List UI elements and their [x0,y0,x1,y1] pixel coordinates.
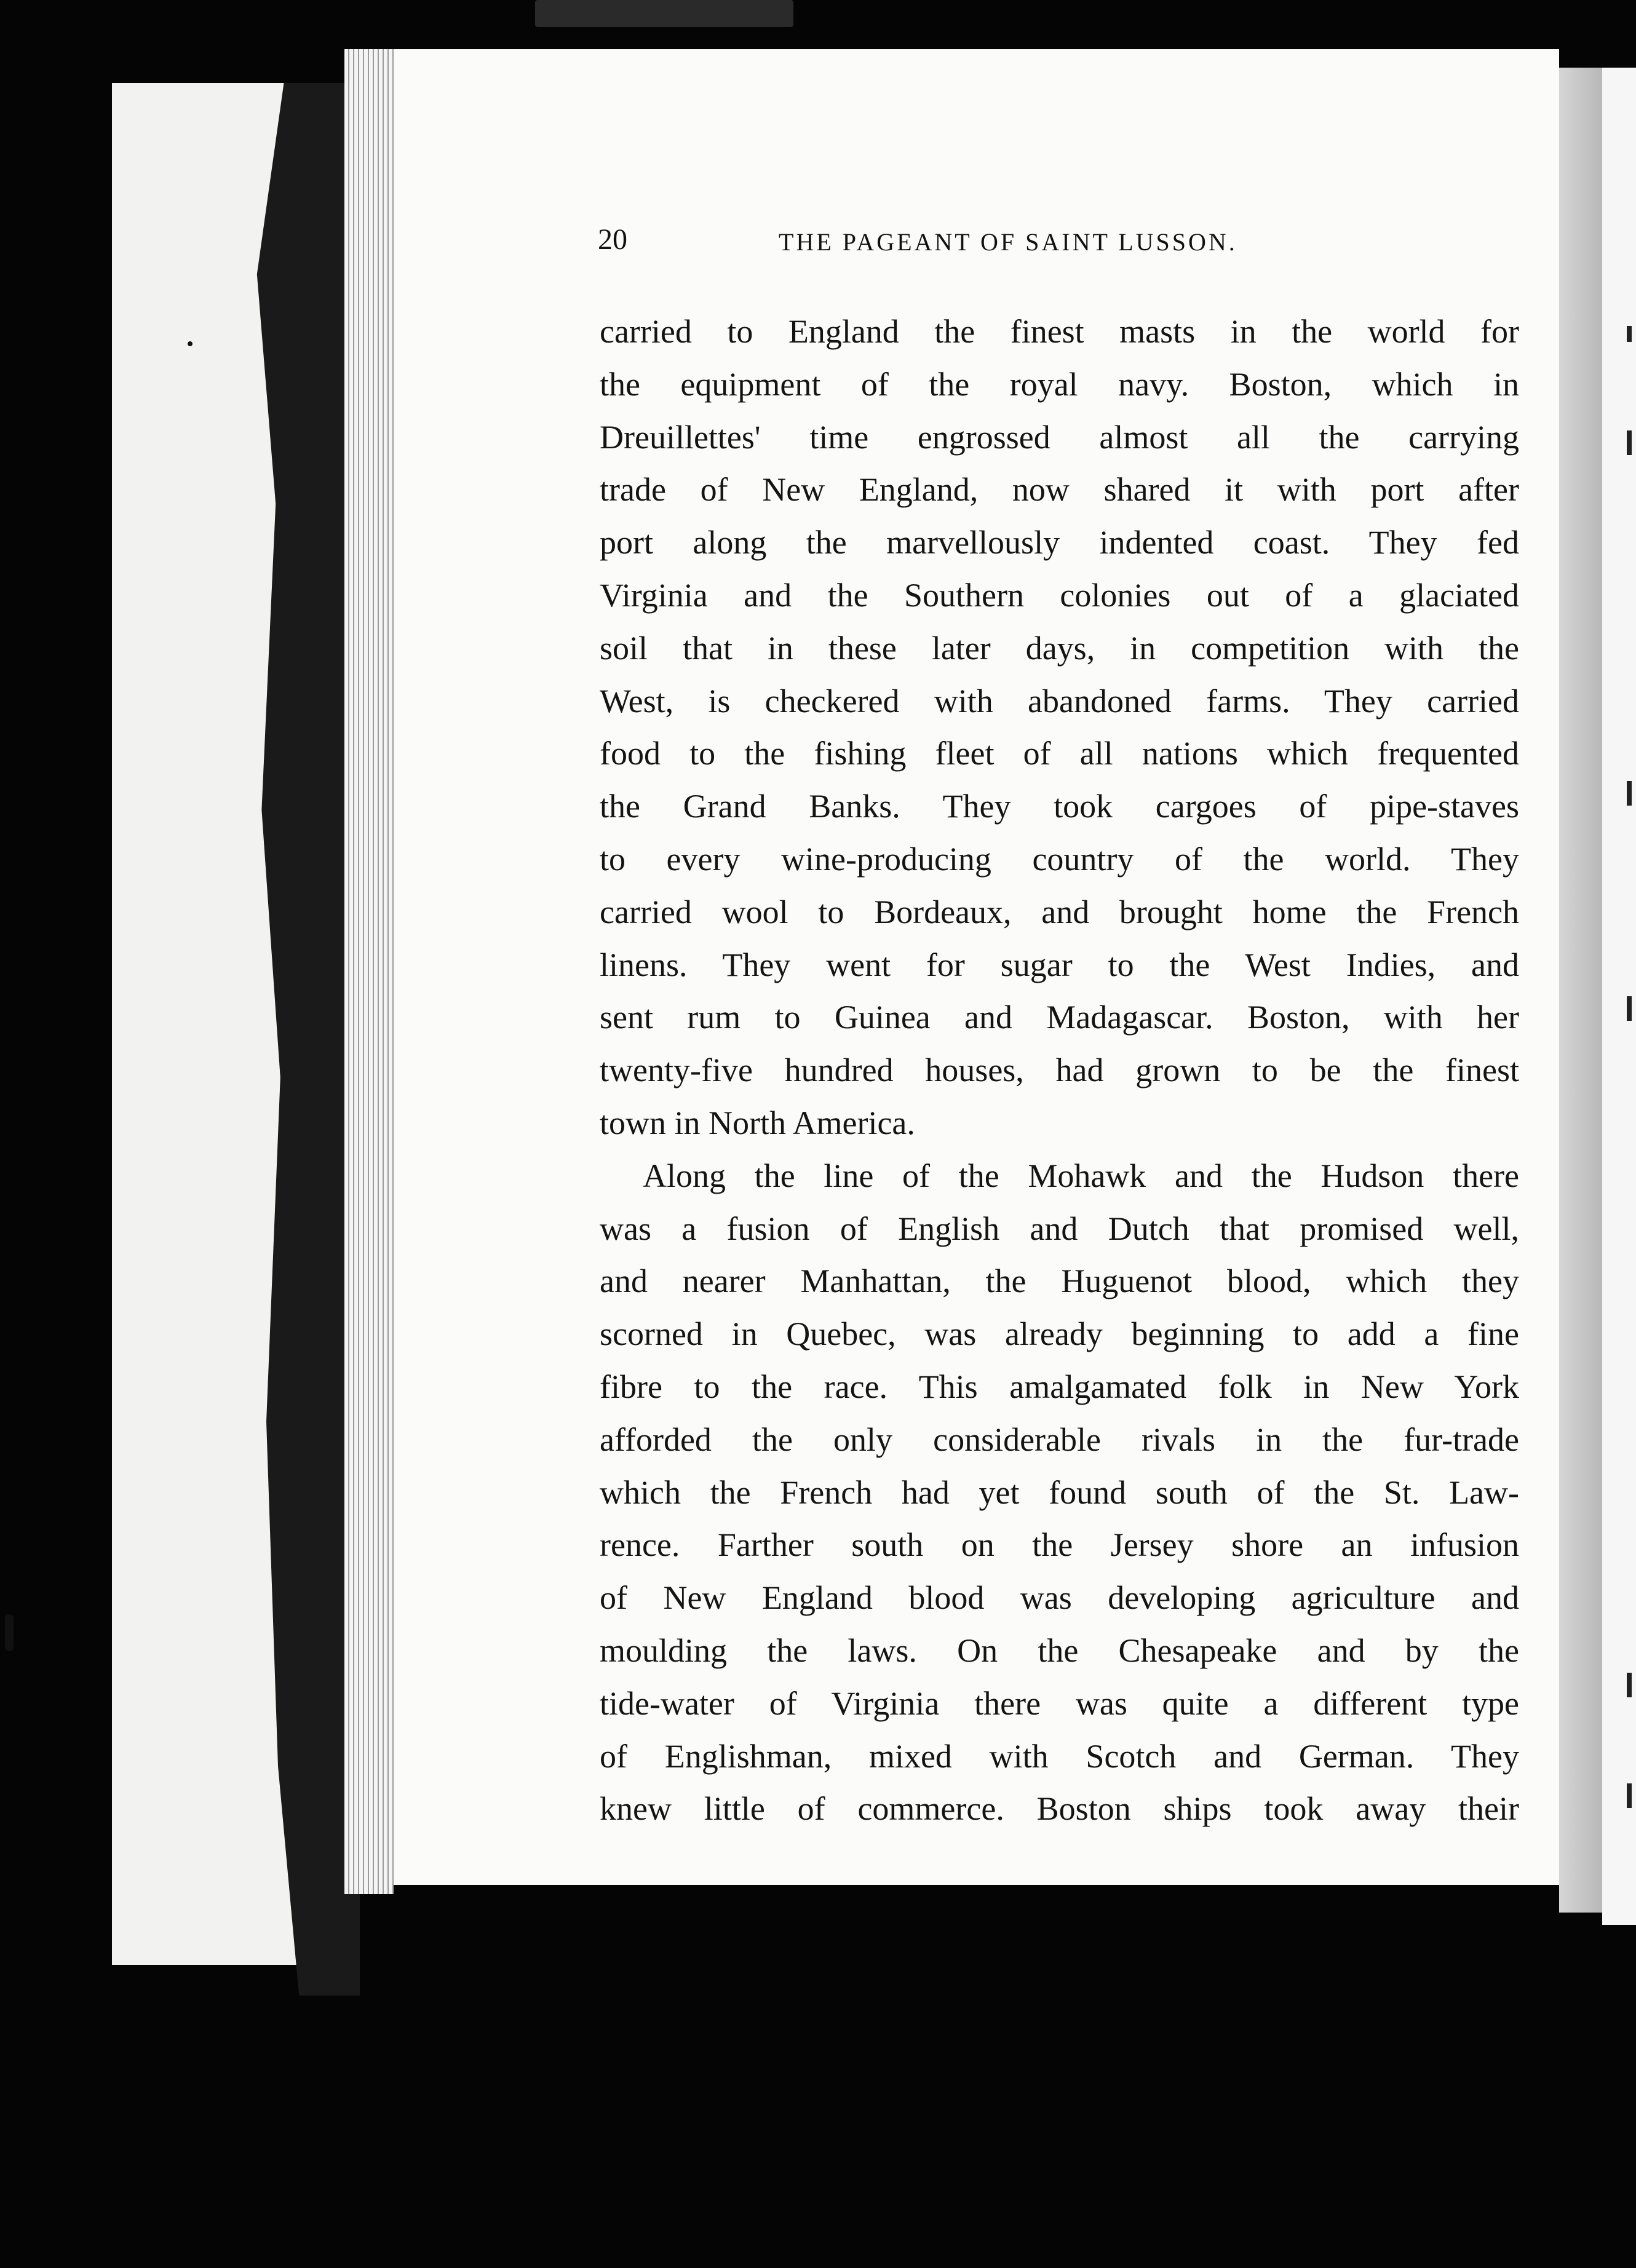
scan-speck [5,1614,14,1651]
next-page-text-fragment [1627,430,1632,455]
next-page-text-fragment [1627,326,1632,342]
text-line: of Englishman, mixed with Scotch and German. They [600,1737,1519,1775]
next-page-text-fragment [1627,781,1632,806]
paragraph-1 [600,306,1519,1150]
text-line: was a fusion of English and Dutch that promised well, [600,1210,1519,1247]
text-line: sent rum to Guinea and Madagascar. Boston, with her [600,999,1519,1036]
text-line: knew little of commerce. Boston ships took away their [600,1790,1519,1828]
text-line: food to the fishing fleet of all nations which frequented [600,735,1519,772]
body-text [600,306,1519,1836]
text-line: port along the marvellously indented coast. They fed [600,524,1519,561]
text-line: scorned in Quebec, was already beginning to add a fine [600,1315,1519,1353]
scan-speck [535,0,793,27]
text-line: to every wine-producing country of the world. They [600,840,1519,878]
gutter-shadow [1559,68,1602,1913]
text-line: linens. They went for sugar to the West Indies, and [600,946,1519,983]
text-line: the equipment of the royal navy. Boston, which in [600,365,1519,403]
text-line: carried wool to Bordeaux, and brought home the French [600,893,1519,930]
text-line: tide-water of Virginia there was quite a different type [600,1684,1519,1722]
next-page-text-fragment [1627,996,1632,1021]
running-title: THE PAGEANT OF SAINT LUSSON. [779,228,1237,256]
text-line: twenty-five hundred houses, had grown to be the finest [600,1052,1519,1089]
text-line: fibre to the race. This amalgamated folk in New York [600,1368,1519,1405]
text-line: moulding the laws. On the Chesapeake and by the [600,1632,1519,1669]
text-line: afforded the only considerable rivals in the fur-trade [600,1421,1519,1458]
text-line: the Grand Banks. They took cargoes of pipe-staves [600,788,1519,825]
text-line: Virginia and the Southern colonies out of a glaciated [600,576,1519,614]
text-line: Along the line of the Mohawk and the Hudson there [643,1157,1519,1194]
text-line: carried to England the finest masts in the world for [600,313,1519,350]
paragraph-2 [600,1150,1519,1836]
text-line: which the French had yet found south of the St. Law- [600,1473,1519,1511]
text-line: rence. Farther south on the Jersey shore an infusion [600,1526,1519,1564]
text-line: town in North America. [600,1104,915,1141]
text-line: West, is checkered with abandoned farms. They carried [600,682,1519,720]
text-line: Dreuillettes' time engrossed almost all the carrying [600,418,1519,456]
text-line: of New England blood was developing agriculture and [600,1579,1519,1617]
text-line: soil that in these later days, in competition with the [600,629,1519,667]
scan-speck [188,341,193,346]
text-line: and nearer Manhattan, the Huguenot blood, which they [600,1263,1519,1300]
next-page-text-fragment [1627,1673,1632,1697]
page-edges [344,49,394,1894]
page-number: 20 [598,223,627,256]
text-line: trade of New England, now shared it with port after [600,471,1519,509]
next-page-text-fragment [1627,1783,1632,1808]
running-head [598,223,1520,266]
